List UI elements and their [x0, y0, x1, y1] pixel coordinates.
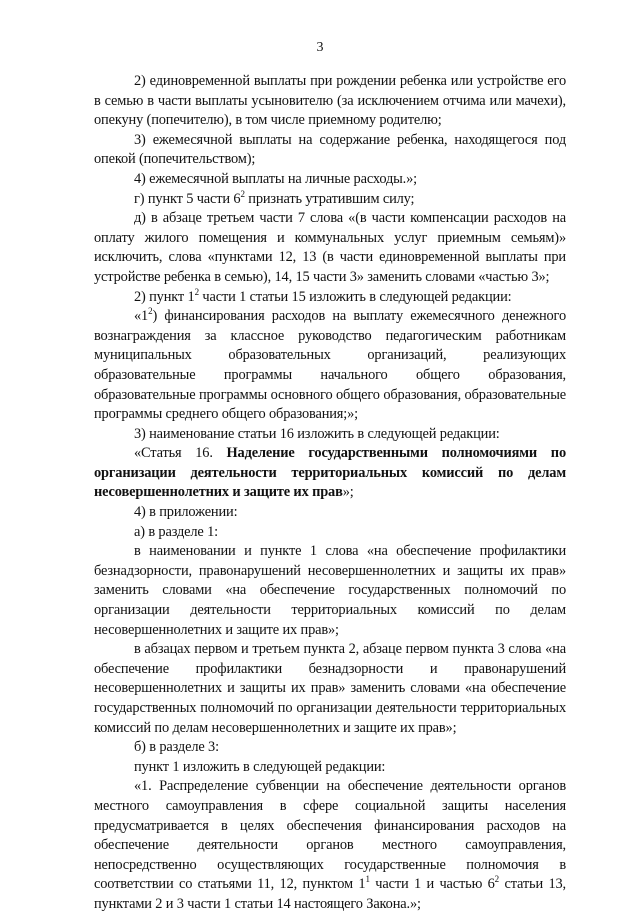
superscript-index: 1: [365, 874, 370, 885]
document-paragraph: [94, 307, 566, 425]
document-body: [94, 72, 566, 915]
document-paragraph: [94, 72, 566, 131]
document-paragraph: [94, 425, 566, 445]
paragraph-text: г) пункт 5 части 6: [134, 190, 241, 207]
paragraph-text: а) в разделе 1:: [134, 523, 218, 540]
document-paragraph: [94, 542, 566, 640]
paragraph-text: б) в разделе 3:: [134, 739, 219, 756]
paragraph-text: 3) наименование статьи 16 изложить в следующей редакции:: [134, 425, 500, 442]
document-paragraph: [94, 444, 566, 503]
paragraph-text: д) в абзаце третьем части 7 слова «(в части компенсации расходов на оплату жилого помещения и коммунальных услуг приемным семьям)» исключить, слова «пунктами 12, 13 (в части единовременной выплаты при устройстве ребенка в семью), 14, 15 части 3» заменить словами «частью 3»;: [94, 210, 566, 285]
document-paragraph: [94, 170, 566, 190]
document-paragraph: [94, 190, 566, 210]
document-paragraph: [94, 503, 566, 523]
paragraph-text: в наименовании и пункте 1 слова «на обеспечение профилактики безнадзорности, правонарушений несовершеннолетних и защиты их прав» заменить словами «на обеспечение государственных полномочий по организации деятельности территориальных комиссий по делам несовершеннолетних и защите их прав»;: [94, 543, 566, 638]
paragraph-text: ) финансирования расходов на выплату ежемесячного денежного вознаграждения за классное руководство педагогическим работникам муниципальных образовательных организаций, реализующих образовательные программы начального общего образования, образовательные программы основного общего образования, образовательные программы среднего общего образования;»;: [94, 308, 566, 423]
paragraph-text: 2) единовременной выплаты при рождении ребенка или устройстве его в семью в части выплаты усыновителю (за исключением отчима или мачехи), опекуну (попечителю), в том числе приемному родителю;: [94, 73, 566, 129]
document-paragraph: [94, 131, 566, 170]
bold-article-title: Наделение государственными полномочиями по организации деятельности территориальных комиссий по делам несовершеннолетних и защите их прав: [94, 445, 566, 501]
superscript-index: 2: [194, 286, 199, 297]
document-paragraph: [94, 758, 566, 778]
document-paragraph: [94, 209, 566, 287]
document-paragraph: [94, 777, 566, 914]
paragraph-text: »;: [342, 484, 354, 501]
document-paragraph: [94, 738, 566, 758]
document-paragraph: [94, 640, 566, 738]
paragraph-text: 3) ежемесячной выплаты на содержание ребенка, находящегося под опекой (попечительством);: [94, 131, 566, 168]
paragraph-text: 4) в приложении:: [134, 504, 238, 521]
document-paragraph: [94, 523, 566, 543]
paragraph-text: признать утратившим силу;: [244, 190, 415, 207]
paragraph-text: пункт 1 изложить в следующей редакции:: [134, 758, 386, 775]
paragraph-text: части 1 и частью 6: [369, 876, 495, 893]
document-paragraph: [94, 288, 566, 308]
paragraph-text: 4) ежемесячной выплаты на личные расходы.»;: [134, 170, 418, 187]
paragraph-text: статьи 13, пунктами 2 и 3 части 1 статьи 14 настоящего Закона.»;: [94, 876, 566, 912]
paragraph-text: части 1 статьи 15 изложить в следующей редакции:: [198, 288, 512, 305]
paragraph-text: в абзацах первом и третьем пункта 2, абзаце первом пункта 3 слова «на обеспечение профилактики безнадзорности и правонарушений несовершеннолетних и защиты их прав» заменить словами «на обеспечение государственных полномочий по организации деятельности территориальных комиссий по делам несовершеннолетних и защите их прав»;: [94, 641, 566, 736]
page-number: 3: [316, 40, 324, 55]
paragraph-text: 2) пункт 1: [134, 288, 195, 305]
paragraph-text: «1. Распределение субвенции на обеспечение деятельности органов местного самоуправления в сфере социальной защиты населения предусматривается в целях обеспечения финансирования расходов на обеспечение деятельности органов местного самоуправления, непосредственно осуществляющих государственные полномочия в соответствии со статьями 11, 12, пунктом 1: [94, 778, 566, 893]
superscript-index: 2: [494, 874, 500, 885]
superscript-index: 2: [240, 188, 245, 199]
paragraph-text: «Статья 16.: [134, 445, 227, 462]
superscript-index: 2: [148, 306, 153, 317]
paragraph-text: «1: [134, 308, 149, 325]
